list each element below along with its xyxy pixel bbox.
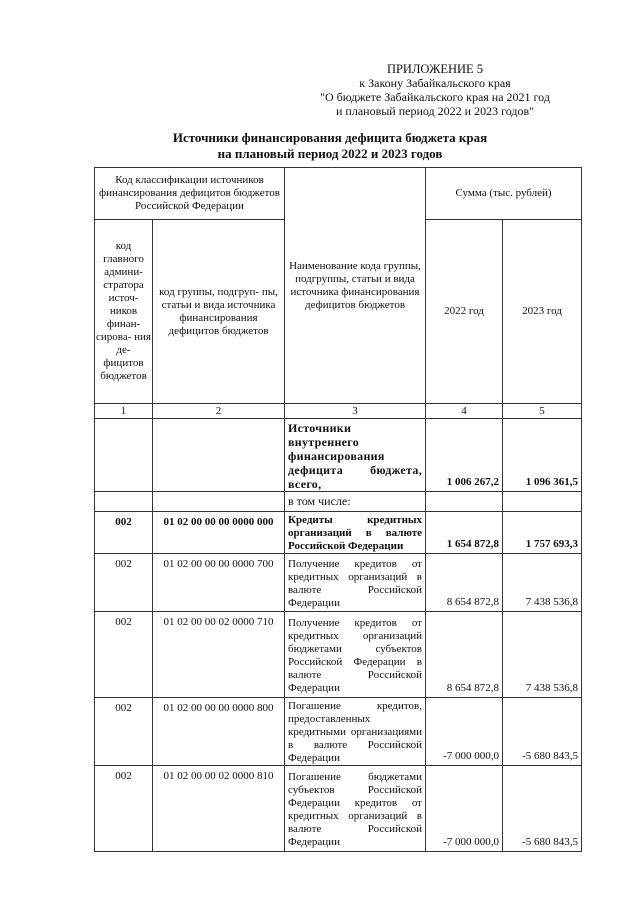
value-2023: -5 680 843,5 [503,766,582,852]
value-2023: -5 680 843,5 [503,698,582,766]
admin-code: 002 [95,612,153,698]
value-2022: -7 000 000,0 [426,698,503,766]
source-code: 01 02 00 00 00 0000 000 [153,512,285,554]
header-year-2023: 2023 год [503,220,582,404]
header-sum: Сумма (тыс. рублей) [426,168,582,220]
title-line-1: Источники финансирования дефицита бюджета края [172,130,488,145]
source-code: 01 02 00 00 02 0000 810 [153,766,285,852]
value-2022: 8 654 872,8 [426,612,503,698]
appendix-header [300,62,570,118]
value-2022: -7 000 000,0 [426,766,503,852]
col-number: 2 [153,404,285,419]
total-name: Источники внутреннего финансирования дефицита бюджета, всего, [285,419,426,492]
table-row [95,766,582,852]
source-name: Погашение бюджетами субъектов Российской Федерации кредитов от кредитных организаций в валюте Российской Федерации [285,766,426,852]
appendix-line-1: к Закону Забайкальского края [359,76,511,90]
including-label: в том числе: [285,492,426,512]
appendix-line-3: и плановый период 2022 и 2023 годов" [335,104,535,118]
source-code: 01 02 00 00 00 0000 800 [153,698,285,766]
header-name: Наименование кода группы, подгруппы, статьи и вида источника финансирования дефицитов бюджетов [285,168,426,404]
source-code: 01 02 00 00 02 0000 710 [153,612,285,698]
value-2023: 7 438 536,8 [503,612,582,698]
admin-code: 002 [95,554,153,612]
table-row-total [95,419,582,492]
table-row [95,512,582,554]
col-number: 4 [426,404,503,419]
table-row [95,698,582,766]
total-2022: 1 006 267,2 [426,419,503,492]
total-2023: 1 096 361,5 [503,419,582,492]
financing-sources-table [94,167,582,852]
table-row [95,554,582,612]
value-2022: 8 654 872,8 [426,554,503,612]
source-name: Получение кредитов от кредитных организаций в валюте Российской Федерации [285,554,426,612]
col-number: 1 [95,404,153,419]
appendix-line-2: "О бюджете Забайкальского края на 2021 год [320,90,550,104]
admin-code: 002 [95,512,153,554]
source-name: Получение кредитов от кредитных организаций бюджетами субъектов Российской Федерации в валюте Российской Федерации [285,612,426,698]
document-title [110,130,550,162]
title-line-2: на плановый период 2022 и 2023 годов [217,146,443,161]
admin-code: 002 [95,698,153,766]
header-group-code: код группы, подгруп- пы, статьи и вида источника финансирования дефицитов бюджетов [153,220,285,404]
value-2022: 1 654 872,8 [426,512,503,554]
header-classification: Код классификации источников финансирования дефицитов бюджетов Российской Федерации [95,168,285,220]
appendix-number: ПРИЛОЖЕНИЕ 5 [386,62,484,76]
table-row-including [95,492,582,512]
column-numbers-row [95,404,582,419]
header-year-2022: 2022 год [426,220,503,404]
table-row [95,612,582,698]
value-2023: 1 757 693,3 [503,512,582,554]
source-name: Погашение кредитов, предоставленных кредитными организациями в валюте Российской Федерации [285,698,426,766]
source-code: 01 02 00 00 00 0000 700 [153,554,285,612]
col-number: 3 [285,404,426,419]
source-name: Кредиты кредитных организаций в валюте Российской Федерации [285,512,426,554]
col-number: 5 [503,404,582,419]
admin-code: 002 [95,766,153,852]
value-2023: 7 438 536,8 [503,554,582,612]
header-admin-code: код главного админи- стратора источ- ников финан- сирова- ния де- фицитов бюджетов [95,220,153,404]
